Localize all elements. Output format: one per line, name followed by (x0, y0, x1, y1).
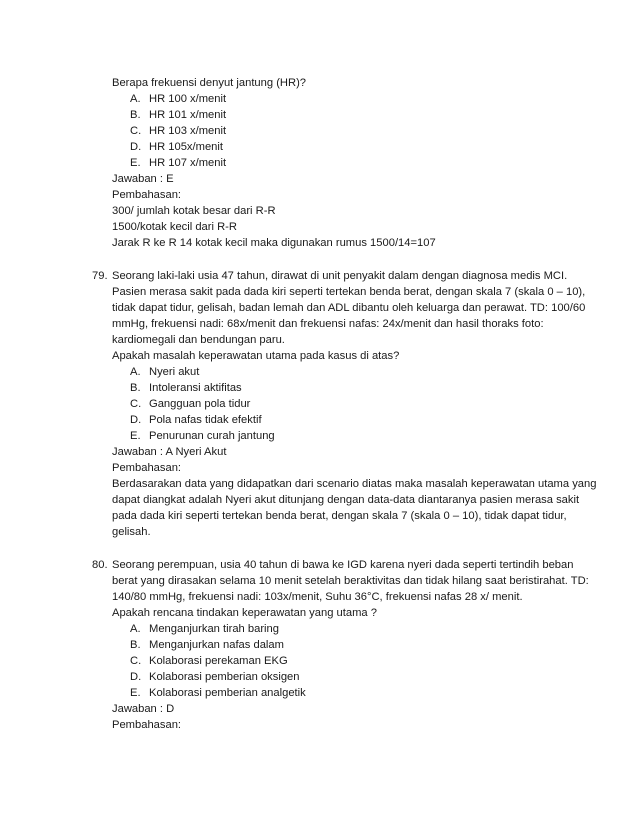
option-text: Intoleransi aktifitas (149, 382, 242, 394)
option-c (130, 396, 250, 412)
option-text: HR 105x/menit (149, 141, 223, 153)
option-b (130, 637, 284, 653)
answer-line: Jawaban : D (112, 703, 175, 715)
answer-line: Jawaban : A Nyeri Akut (112, 446, 227, 458)
discussion-line: 300/ jumlah kotak besar dari R-R (112, 205, 276, 217)
option-c (130, 653, 288, 669)
option-letter: E. (130, 430, 141, 442)
option-e (130, 155, 226, 171)
option-a (130, 91, 226, 107)
option-letter: C. (130, 398, 142, 410)
option-d (130, 412, 262, 428)
option-letter: B. (130, 109, 141, 121)
discussion-label: Pembahasan: (112, 462, 182, 474)
question-number: 79. (92, 270, 108, 282)
stem-line: Seorang perempuan, usia 40 tahun di bawa ke IGD karena nyeri dada seperti tertindih beban (112, 559, 574, 571)
stem-line: Seorang laki-laki usia 47 tahun, dirawat di unit penyakit dalam dengan diagnosa medis MCI. (112, 270, 568, 282)
answer-line: Jawaban : E (112, 173, 174, 185)
option-letter: E. (130, 157, 141, 169)
discussion-line: gelisah. (112, 526, 151, 538)
option-letter: A. (130, 366, 141, 378)
discussion-line: Jarak R ke R 14 kotak kecil maka digunakan rumus 1500/14=107 (112, 237, 436, 249)
question-number: 80. (92, 559, 108, 571)
stem-line: kardiomegali dan bendungan paru. (112, 334, 285, 346)
option-letter: D. (130, 671, 142, 683)
stem-line: berat yang dirasakan selama 10 menit setelah beraktivitas dan tidak hilang saat beristirahat. TD: (112, 575, 589, 587)
option-letter: A. (130, 93, 141, 105)
discussion-line: Berdasarakan data yang didapatkan dari scenario diatas maka masalah keperawatan utama yang (112, 478, 597, 490)
option-b (130, 380, 242, 396)
option-text: Pola nafas tidak efektif (149, 414, 262, 426)
option-e (130, 428, 275, 444)
option-letter: A. (130, 623, 141, 635)
option-text: Menganjurkan tirah baring (149, 623, 279, 635)
stem-line: 140/80 mmHg, frekuensi nadi: 103x/menit, Suhu 36°C, frekuensi nafas 28 x/ menit. (112, 591, 523, 603)
option-b (130, 107, 226, 123)
option-letter: D. (130, 414, 142, 426)
option-d (130, 139, 223, 155)
stem-line: mmHg, frekuensi nadi: 68x/menit dan frekuensi nafas: 24x/menit dan hasil thoraks foto: (112, 318, 544, 330)
option-text: HR 107 x/menit (149, 157, 227, 169)
discussion-line: pada dada kiri seperti tertekan benda berat, dengan skala 7 (skala 0 – 10), tidak dapat tidur, (112, 510, 567, 522)
option-e (130, 685, 306, 701)
option-text: HR 100 x/menit (149, 93, 227, 105)
option-letter: C. (130, 125, 142, 137)
stem-line: tidak dapat tidur, gelisah, badan lemah dan ADL dibantu oleh keluarga dan perawat. TD: 100/60 (112, 302, 586, 314)
option-text: Penurunan curah jantung (149, 430, 275, 442)
option-text: HR 101 x/menit (149, 109, 227, 121)
option-text: Gangguan pola tidur (149, 398, 251, 410)
option-a (130, 621, 279, 637)
option-text: HR 103 x/menit (149, 125, 227, 137)
question-text: Apakah rencana tindakan keperawatan yang utama ? (112, 607, 377, 619)
option-a (130, 364, 199, 380)
option-letter: D. (130, 141, 142, 153)
option-d (130, 669, 300, 685)
question-text: Berapa frekuensi denyut jantung (HR)? (112, 77, 307, 89)
discussion-label: Pembahasan: (112, 719, 182, 731)
discussion-line: 1500/kotak kecil dari R-R (112, 221, 237, 233)
option-text: Kolaborasi pemberian oksigen (149, 671, 300, 683)
option-text: Kolaborasi pemberian analgetik (149, 687, 306, 699)
option-c (130, 123, 226, 139)
option-letter: B. (130, 382, 141, 394)
option-letter: B. (130, 639, 141, 651)
discussion-line: dapat diangkat adalah Nyeri akut ditunjang dengan data-data diantaranya pasien merasa sakit (112, 494, 580, 506)
option-text: Nyeri akut (149, 366, 200, 378)
question-text: Apakah masalah keperawatan utama pada kasus di atas? (112, 350, 400, 362)
option-text: Menganjurkan nafas dalam (149, 639, 284, 651)
discussion-label: Pembahasan: (112, 189, 182, 201)
option-letter: E. (130, 687, 141, 699)
option-letter: C. (130, 655, 142, 667)
stem-line: Pasien merasa sakit pada dada kiri seperti tertekan benda berat, dengan skala 7 (skala 0 – 10), (112, 286, 586, 298)
option-text: Kolaborasi perekaman EKG (149, 655, 288, 667)
